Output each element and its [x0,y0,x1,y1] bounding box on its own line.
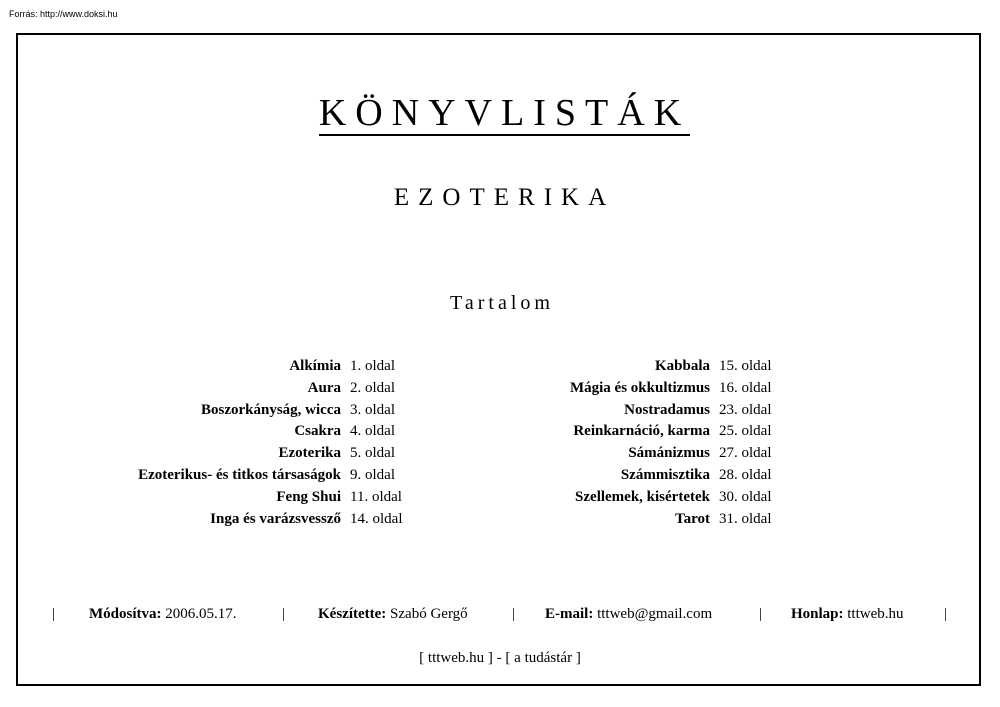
source-note: Forrás: http://www.doksi.hu [9,9,118,19]
toc-entry-page: 30. oldal [719,488,772,505]
author-label: Készítette: [318,606,387,622]
toc-entry-name: Sámánizmus [628,445,710,462]
toc-entry-name: Ezoterika [278,445,341,462]
toc-entry-page: 15. oldal [719,358,772,374]
author-info [318,604,468,624]
toc-entry[interactable] [40,356,403,378]
toc-entry-name: Boszorkányság, wicca [201,401,341,418]
toc-entry-name: Mágia és okkultizmus [569,379,710,396]
toc-entry-page: 3. oldal [350,401,395,418]
links-dash: - [496,650,502,666]
toc-entry-page: 28. oldal [719,466,772,483]
toc-entry-name: Aura [307,379,341,396]
footer-separator: | [52,606,56,622]
toc-entry-name: Csakra [294,423,341,440]
homepage-info [791,604,904,624]
toc-entry-page: 1. oldal [350,358,395,374]
tttweb-link[interactable]: tttweb.hu [427,650,485,666]
toc-entry-name: Szellemek, kisértetek [575,488,710,505]
toc-entry[interactable] [460,443,772,465]
footer-separator: | [512,606,516,622]
toc-entry-name: Alkímia [289,358,341,374]
toc-entry[interactable] [460,400,772,422]
toc-entry[interactable] [40,400,403,422]
toc-entry[interactable] [40,378,403,400]
toc-entry-page: 23. oldal [719,401,772,418]
toc-entry[interactable] [460,378,772,400]
toc-entry-page: 4. oldal [350,423,395,440]
author-value: Szabó Gergő [390,606,468,622]
toc-entry[interactable] [460,465,772,487]
toc-entry-page: 27. oldal [719,445,772,462]
email-label: E-mail: [545,606,594,622]
toc-entry-page: 11. oldal [350,488,402,505]
toc-entry-name: Feng Shui [276,488,341,505]
toc-entry-page: 31. oldal [719,510,772,527]
modified-value: 2006.05.17. [165,606,237,622]
modified-info [89,604,237,624]
toc-entry-name: Kabbala [654,358,710,374]
toc-entry-name: Nostradamus [624,401,710,418]
bottom-links [0,648,1000,668]
subtitle: EZOTERIKA [393,184,616,211]
email-info [545,604,712,624]
footer-separator: | [282,606,286,622]
bracket: [ [505,650,511,666]
toc-entry-page: 2. oldal [350,379,395,396]
email-link[interactable]: tttweb@gmail.com [597,606,713,622]
contents-heading: Tartalom [450,292,554,314]
homepage-link[interactable]: tttweb.hu [847,606,904,622]
main-title: KÖNYVLISTÁK [318,92,691,134]
toc-entry[interactable] [460,509,772,531]
modified-label: Módosítva: [89,606,162,622]
toc-entry-name: Számmisztika [620,466,710,483]
bracket: ] [487,650,493,666]
toc-entry[interactable] [40,487,403,509]
toc-entry-page: 14. oldal [350,510,403,527]
toc-entry-name: Tarot [674,510,710,527]
main-title-wrap [0,94,1000,136]
toc-entry[interactable] [40,509,403,531]
toc-entry[interactable] [40,421,403,443]
toc-entry[interactable] [460,356,772,378]
toc-entry-name: Ezoterikus- és titkos társaságok [138,466,341,483]
toc-entry[interactable] [460,421,772,443]
toc-entry[interactable] [40,465,403,487]
toc-entry[interactable] [460,487,772,509]
bracket: ] [575,650,581,666]
homepage-label: Honlap: [791,606,844,622]
toc-entry-name: Inga és varázsvessző [210,510,341,527]
toc-entry-name: Reinkarnáció, karma [573,423,710,440]
toc-entry-page: 25. oldal [719,423,772,440]
toc-entry-page: 9. oldal [350,466,395,483]
footer-separator: | [759,606,763,622]
footer-separator: | [944,606,948,622]
toc-left-column [40,356,403,530]
toc-right-column [460,356,772,530]
toc-entry-page: 16. oldal [719,379,772,396]
bracket: [ [419,650,425,666]
tudastar-link[interactable]: a tudástár [514,650,573,666]
toc-entry[interactable] [40,443,403,465]
toc-entry-page: 5. oldal [350,445,395,462]
